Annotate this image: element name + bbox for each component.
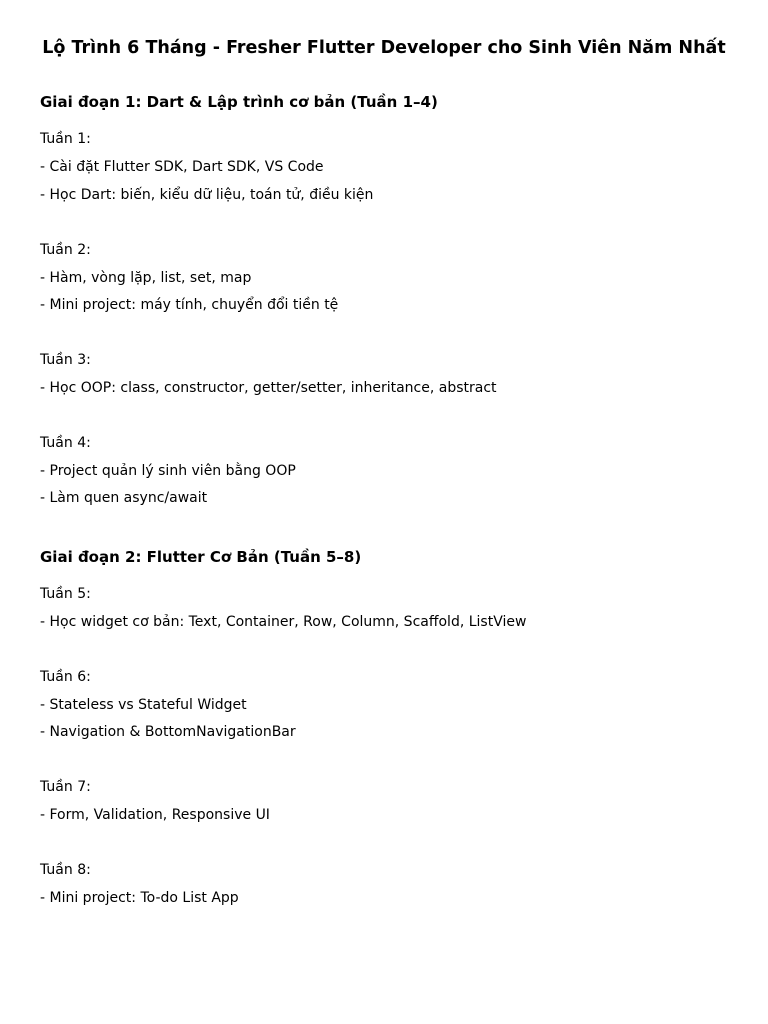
phase-2-heading: Giai đoạn 2: Flutter Cơ Bản (Tuần 5–8)	[40, 548, 362, 566]
week-6-label: Tuần 6:	[40, 669, 91, 685]
week-2-item-1: - Hàm, vòng lặp, list, set, map	[40, 270, 252, 286]
week-1-item-2: - Học Dart: biến, kiểu dữ liệu, toán tử, điều kiện	[40, 187, 374, 203]
week-5-label: Tuần 5:	[40, 586, 91, 602]
week-1-label: Tuần 1:	[40, 131, 91, 147]
week-1-item-1: - Cài đặt Flutter SDK, Dart SDK, VS Code	[40, 159, 324, 175]
week-6-item-2: - Navigation & BottomNavigationBar	[40, 724, 296, 740]
phase-1-heading: Giai đoạn 1: Dart & Lập trình cơ bản (Tuần 1–4)	[40, 93, 438, 111]
week-5-item-1: - Học widget cơ bản: Text, Container, Row, Column, Scaffold, ListView	[40, 614, 527, 630]
week-4-label: Tuần 4:	[40, 435, 91, 451]
week-7-item-1: - Form, Validation, Responsive UI	[40, 807, 270, 823]
week-3-label: Tuần 3:	[40, 352, 91, 368]
week-3-item-1: - Học OOP: class, constructor, getter/setter, inheritance, abstract	[40, 380, 497, 396]
week-8-label: Tuần 8:	[40, 862, 91, 878]
week-7-label: Tuần 7:	[40, 779, 91, 795]
document-title: Lộ Trình 6 Tháng - Fresher Flutter Developer cho Sinh Viên Năm Nhất	[42, 38, 726, 58]
week-6-item-1: - Stateless vs Stateful Widget	[40, 697, 247, 713]
week-8-item-1: - Mini project: To-do List App	[40, 890, 239, 906]
week-4-item-2: - Làm quen async/await	[40, 490, 208, 506]
week-2-item-2: - Mini project: máy tính, chuyển đổi tiền tệ	[40, 297, 339, 313]
week-2-label: Tuần 2:	[40, 242, 91, 258]
week-4-item-1: - Project quản lý sinh viên bằng OOP	[40, 463, 296, 479]
